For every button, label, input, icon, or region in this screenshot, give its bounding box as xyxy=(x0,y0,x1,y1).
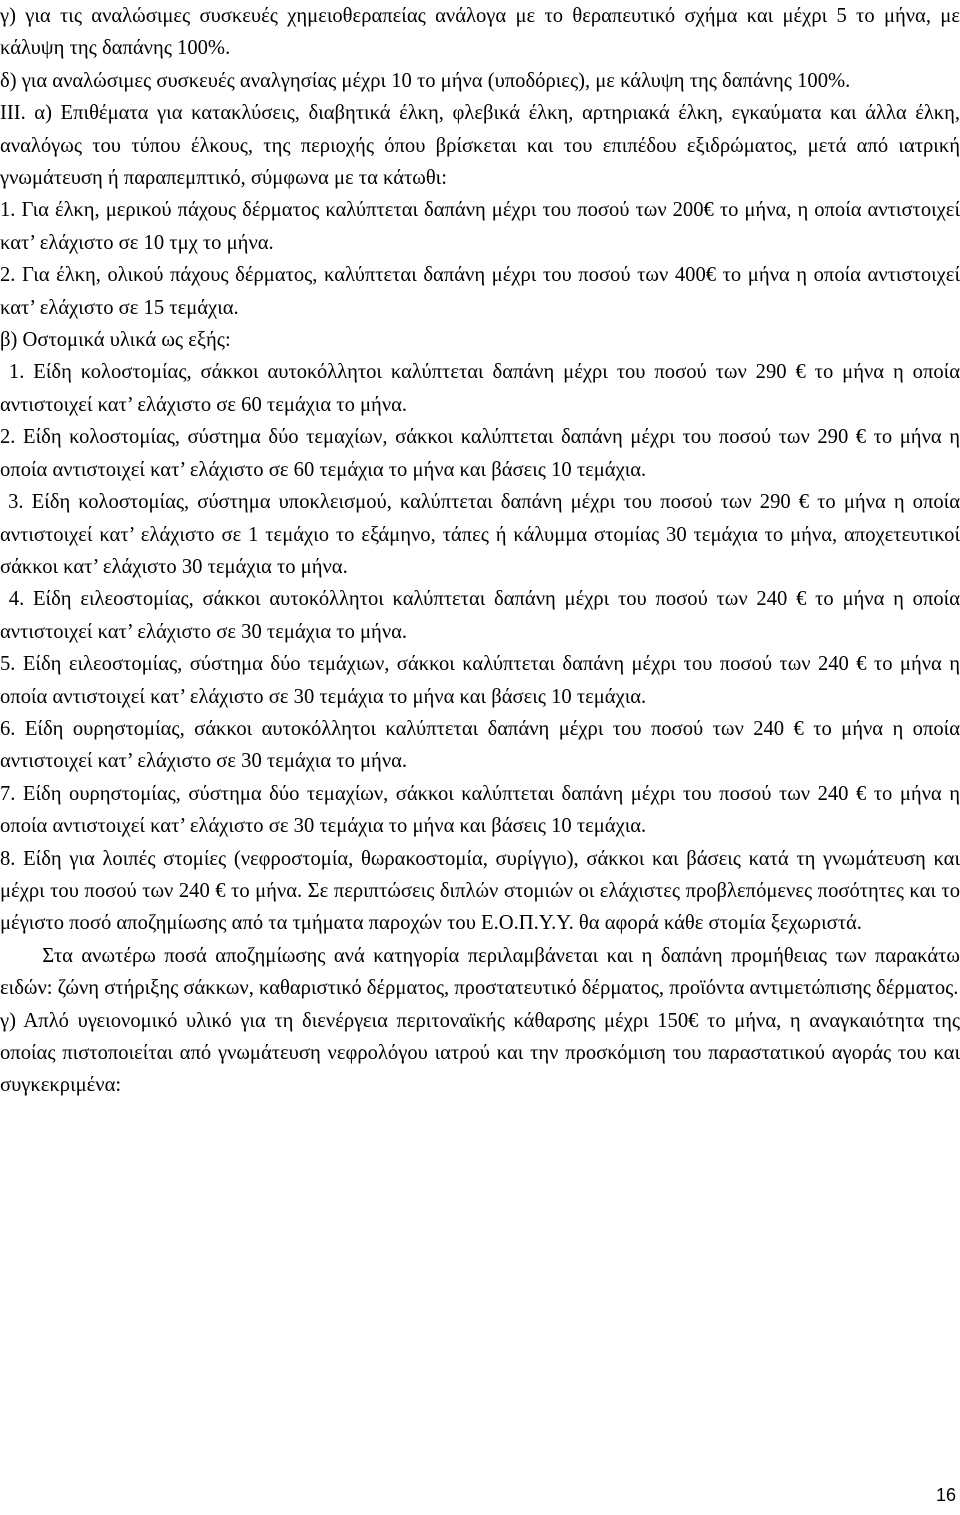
paragraph-other-stomas-8: 8. Είδη για λοιπές στομίες (νεφροστομία, θωρακοστομία, συρίγγιο), σάκκοι και βάσεις κατά τη γνωμάτευση και μέχρι του ποσού των 240 € το μήνα. Σε περιπτώσεις διπλών στομιών οι ελάχιστες προβλεπόμενες ποσότητες και το μέγιστο ποσό αποζημίωσης από τα τμήματα παροχών του Ε.Ο.Π.Υ.Υ. θα αφορά κάθε στομία ξεχωριστά. xyxy=(0,847,960,935)
paragraph-colostomy-2: 2. Είδη κολοστομίας, σύστημα δύο τεμαχίων, σάκκοι καλύπτεται δαπάνη μέχρι του ποσού των 290 € το μήνα η οποία αντιστοιχεί κατ’ ελάχιστο σε 60 τεμάχια το μήνα και βάσεις 10 τεμάχια. xyxy=(0,426,960,481)
page-number: 16 xyxy=(935,1485,956,1505)
paragraph-urostomy-7: 7. Είδη ουρηστομίας, σύστημα δύο τεμαχίων, σάκκοι καλύπτεται δαπάνη μέχρι του ποσού των 240 € το μήνα η οποία αντιστοιχεί κατ’ ελάχιστο σε 30 τεμάχια το μήνα και βάσεις 10 τεμάχια. xyxy=(0,782,960,838)
paragraph-included-items: Στα ανωτέρω ποσά αποζημίωσης ανά κατηγορία περιλαμβάνεται και η δαπάνη προμήθειας των παρακάτω ειδών: ζώνη στήριξης σάκκων, καθαριστικό δέρματος, προστατευτικό δέρματος, προϊόντα αντιμετώπισης δέρματος. xyxy=(0,944,960,1000)
paragraph-full-thickness: 2. Για έλκη, ολικού πάχους δέρματος, καλύπτεται δαπάνη μέχρι του ποσού των 400€ το μήνα η οποία αντιστοιχεί κατ’ ελάχιστο σε 15 τεμάχια. xyxy=(0,264,960,319)
paragraph-ostomy-heading: β) Οστομικά υλικά ως εξής: xyxy=(0,329,231,352)
paragraph-urostomy-6: 6. Είδη ουρηστομίας, σάκκοι αυτοκόλλητοι καλύπτεται δαπάνη μέχρι του ποσού των 240 € το μήνα η οποία αντιστοιχεί κατ’ ελάχιστο σε 30 τεμάχια το μήνα. xyxy=(0,717,960,773)
paragraph-ileostomy-5: 5. Είδη ειλεοστομίας, σύστημα δύο τεμάχιων, σάκκοι καλύπτεται δαπάνη μέχρι του ποσού των 240 € το μήνα η οποία αντιστοιχεί κατ’ ελάχιστο σε 30 τεμάχια το μήνα και βάσεις 10 τεμάχια. xyxy=(0,653,960,708)
paragraph-colostomy-1: 1. Είδη κολοστομίας, σάκκοι αυτοκόλλητοι καλύπτεται δαπάνη μέχρι του ποσού των 290 € το μήνα η οποία αντιστοιχεί κατ’ ελάχιστο σε 60 τεμάχια το μήνα. xyxy=(0,361,960,416)
paragraph-analgesia-devices: δ) για αναλώσιμες συσκευές αναλγησίας μέχρι 10 το μήνα (υποδόριες), με κάλυψη της δαπάνης 100%. xyxy=(0,69,851,92)
paragraph-partial-thickness: 1. Για έλκη, μερικού πάχους δέρματος καλύπτεται δαπάνη μέχρι του ποσού των 200€ το μήνα, η οποία αντιστοιχεί κατ’ ελάχιστο σε 10 τμχ το μήνα. xyxy=(0,199,960,254)
paragraph-chemo-devices: γ) για τις αναλώσιμες συσκευές χημειοθεραπείας ανάλογα με το θεραπευτικό σχήμα και μέχρι 5 το μήνα, με κάλυψη της δαπάνης 100%. xyxy=(0,5,960,60)
paragraph-colostomy-3: 3. Είδη κολοστομίας, σύστημα υποκλεισμού, καλύπτεται δαπάνη μέχρι του ποσού των 290 € το μήνα η οποία αντιστοιχεί κατ’ ελάχιστο σε 1 τεμάχιο το εξάμηνο, τάπες ή κάλυμμα στομίας 30 τεμάχια το μήνα, αποχετευτικοί σάκκοι κατ’ ελάχιστο 30 τεμάχια το μήνα. xyxy=(0,491,960,578)
paragraph-ileostomy-4: 4. Είδη ειλεοστομίας, σάκκοι αυτοκόλλητοι καλύπτεται δαπάνη μέχρι του ποσού των 240 € το μήνα η οποία αντιστοιχεί κατ’ ελάχιστο σε 30 τεμάχια το μήνα. xyxy=(0,588,960,643)
paragraph-peritoneal-dialysis: γ) Απλό υγειονομικό υλικό για τη διενέργεια περιτοναϊκής κάθαρσης μέχρι 150€ το μήνα, η αναγκαιότητα της οποίας πιστοποιείται από γνωμάτευση νεφρολόγου ιατρού και την προσκόμιση του παραστατικού αγοράς του και συγκεκριμένα: xyxy=(0,1009,960,1097)
paragraph-wound-dressings: ΙΙΙ. α) Επιθέματα για κατακλύσεις, διαβητικά έλκη, φλεβικά έλκη, αρτηριακά έλκη, εγκαύματα και άλλα έλκη, αναλόγως του τύπου έλκους, της περιοχής όπου βρίσκεται και του επιπέδου εξιδρώματος, μετά από ιατρική γνωμάτευση ή παραπεμπτικό, σύμφωνα με τα κάτωθι: xyxy=(0,102,960,190)
